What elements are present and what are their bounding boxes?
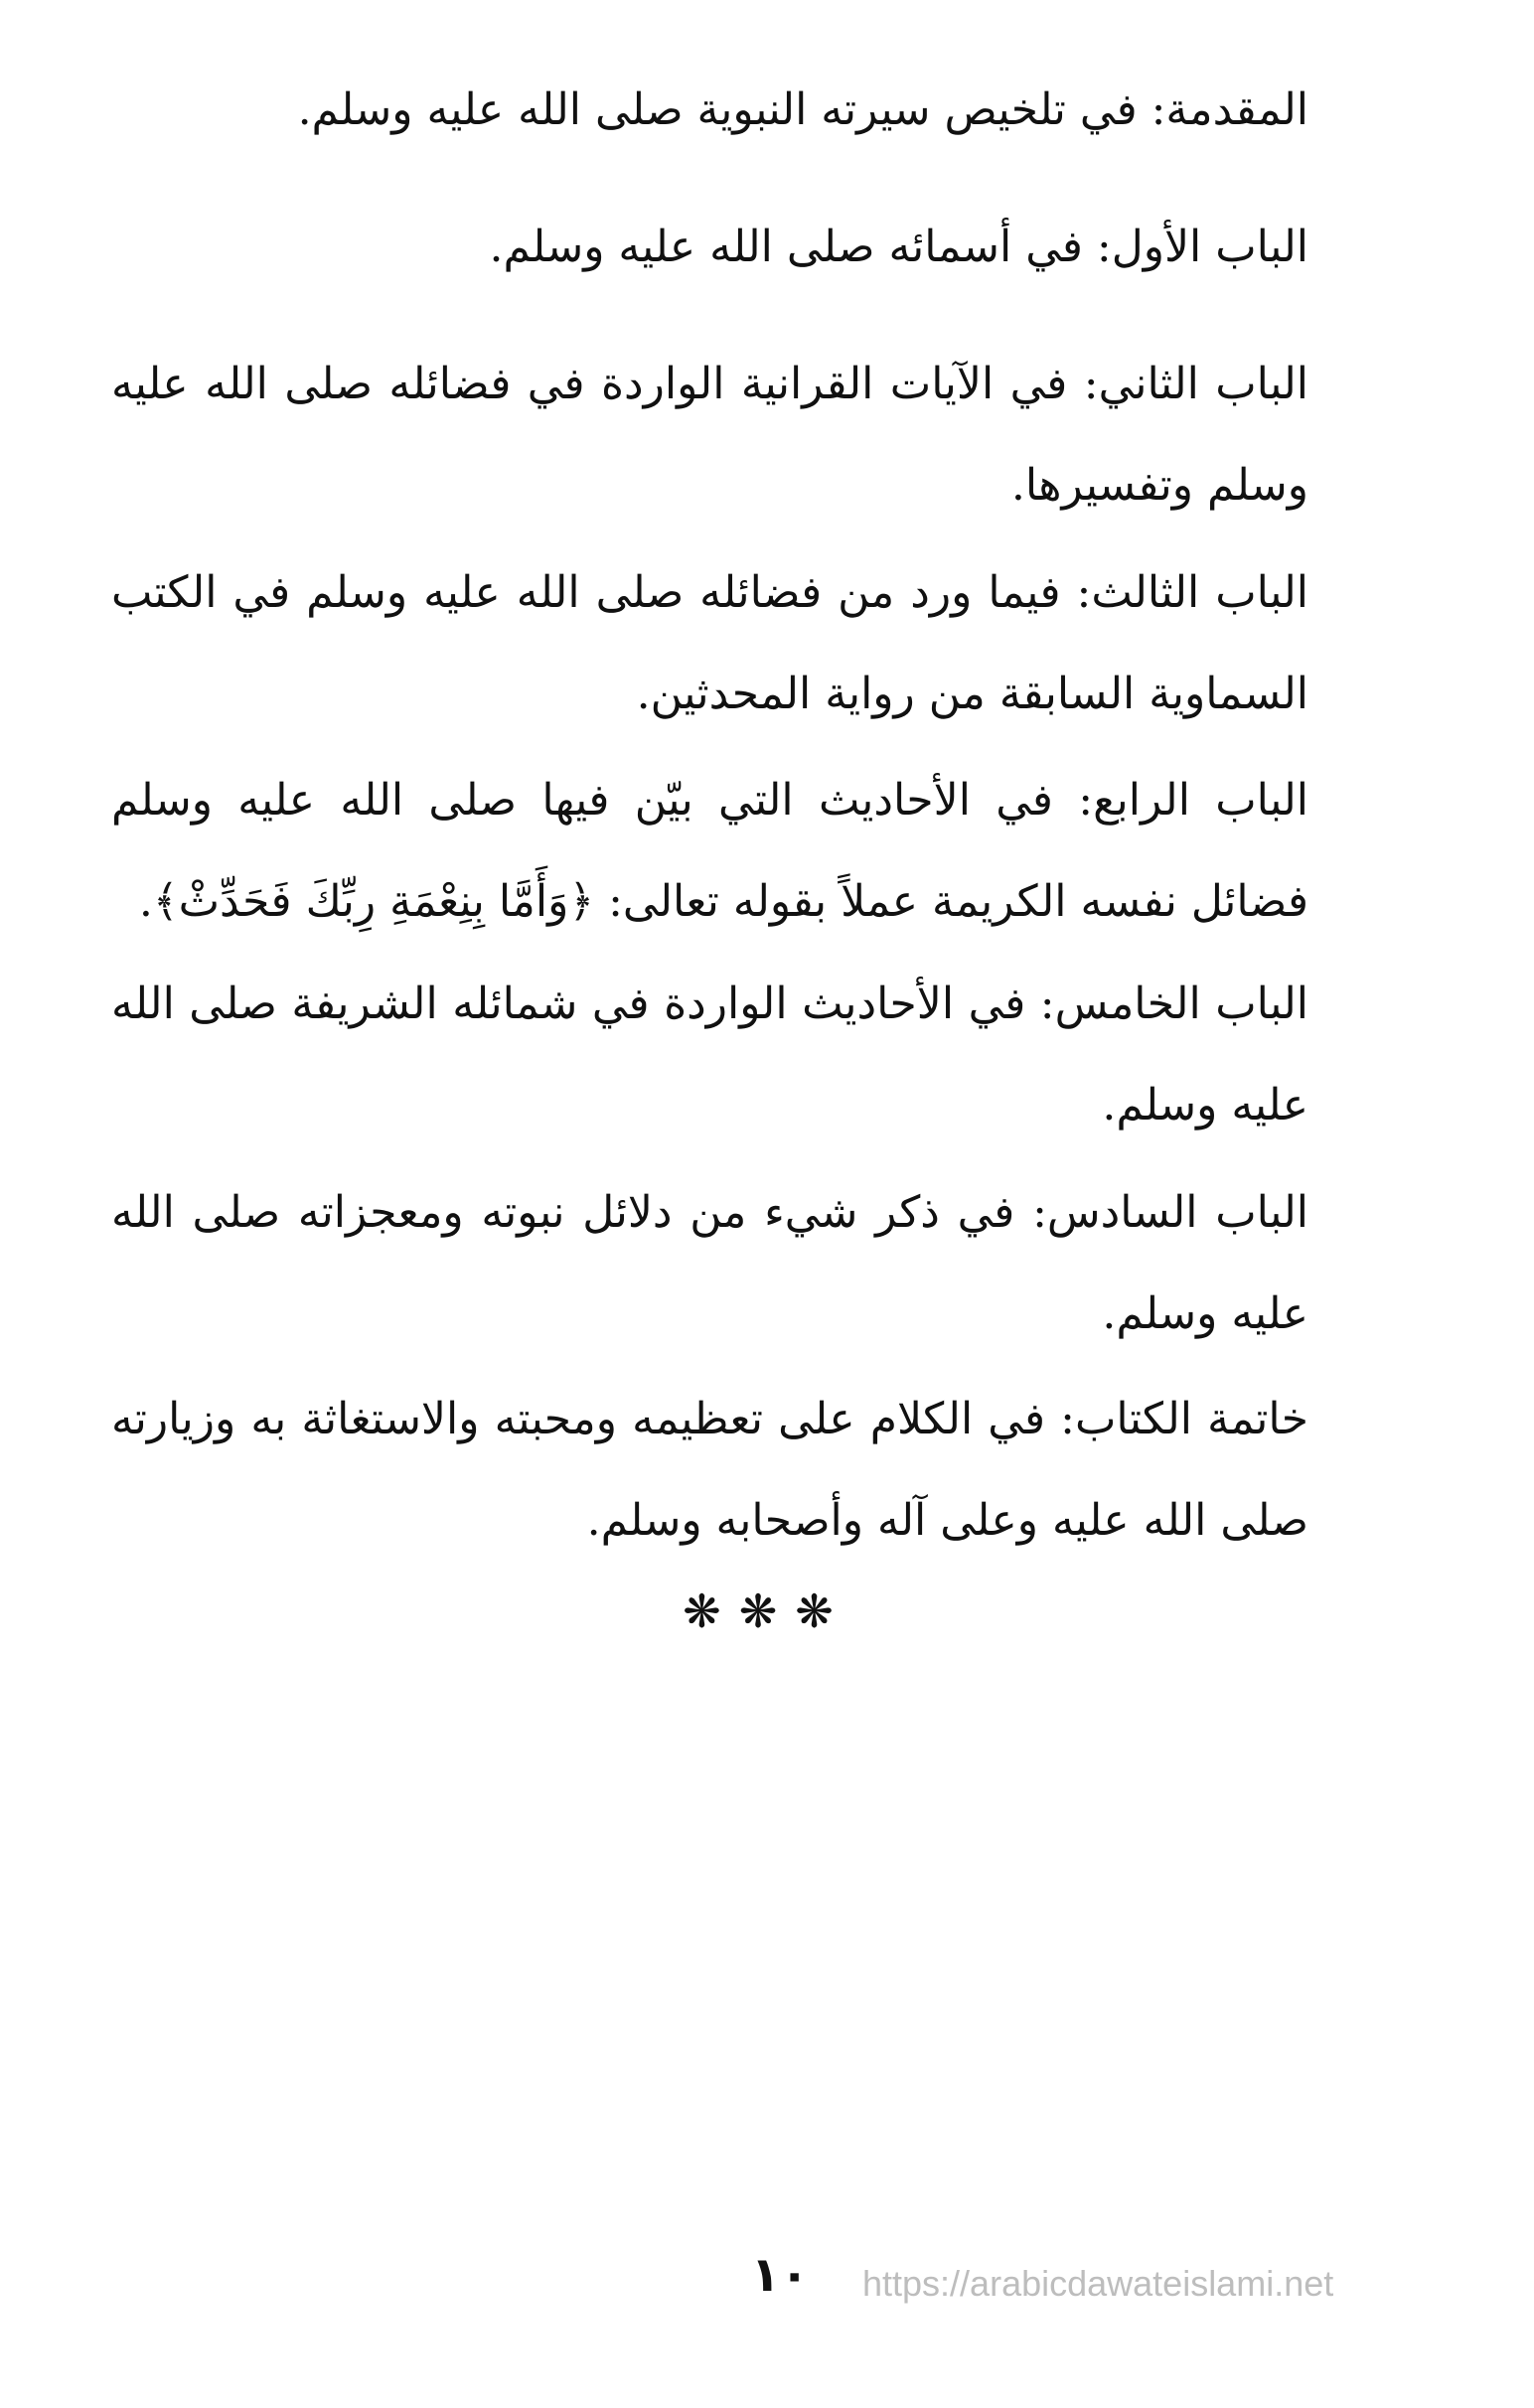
- section-end-ornament: ❋❋❋: [683, 1584, 851, 1638]
- toc-entry-conclusion: خاتمة الكتاب: في الكلام على تعظيمه ومحبته والاستغاثة به وزيارته صلى الله عليه وعلى آله وأصحابه وسلم.: [111, 1394, 1308, 1546]
- toc-entry-chapter-2: الباب الثاني: في الآيات القرانية الواردة في فضائله صلى الله عليه وسلم وتفسيرها.: [111, 359, 1308, 511]
- watermark-url: https://arabicdawateislami.net: [862, 2263, 1334, 2304]
- toc-entry-chapter-1: الباب الأول: في أسمائه صلى الله عليه وسلم.: [489, 222, 1308, 272]
- page-number: ١٠: [750, 2247, 810, 2303]
- toc-entry-chapter-4: الباب الرابع: في الأحاديث التي بيّن فيها صلى الله عليه وسلم فضائل نفسه الكريمة عملاً بقوله تعالى: ﴿وَأَمَّا بِنِعْمَةِ رِبِّكَ فَحَدِّثْ﴾.: [111, 775, 1308, 927]
- toc-entry-introduction: المقدمة: في تلخيص سيرته النبوية صلى الله عليه وسلم.: [297, 84, 1308, 135]
- toc-entry-chapter-5: الباب الخامس: في الأحاديث الواردة في شمائله الشريفة صلى الله عليه وسلم.: [111, 978, 1308, 1130]
- toc-entry-chapter-6: الباب السادس: في ذكر شيء من دلائل نبوته ومعجزاته صلى الله عليه وسلم.: [111, 1187, 1308, 1339]
- toc-entry-chapter-3: الباب الثالث: فيما ورد من فضائله صلى الله عليه وسلم في الكتب السماوية السابقة من رواية المحدثين.: [111, 567, 1308, 719]
